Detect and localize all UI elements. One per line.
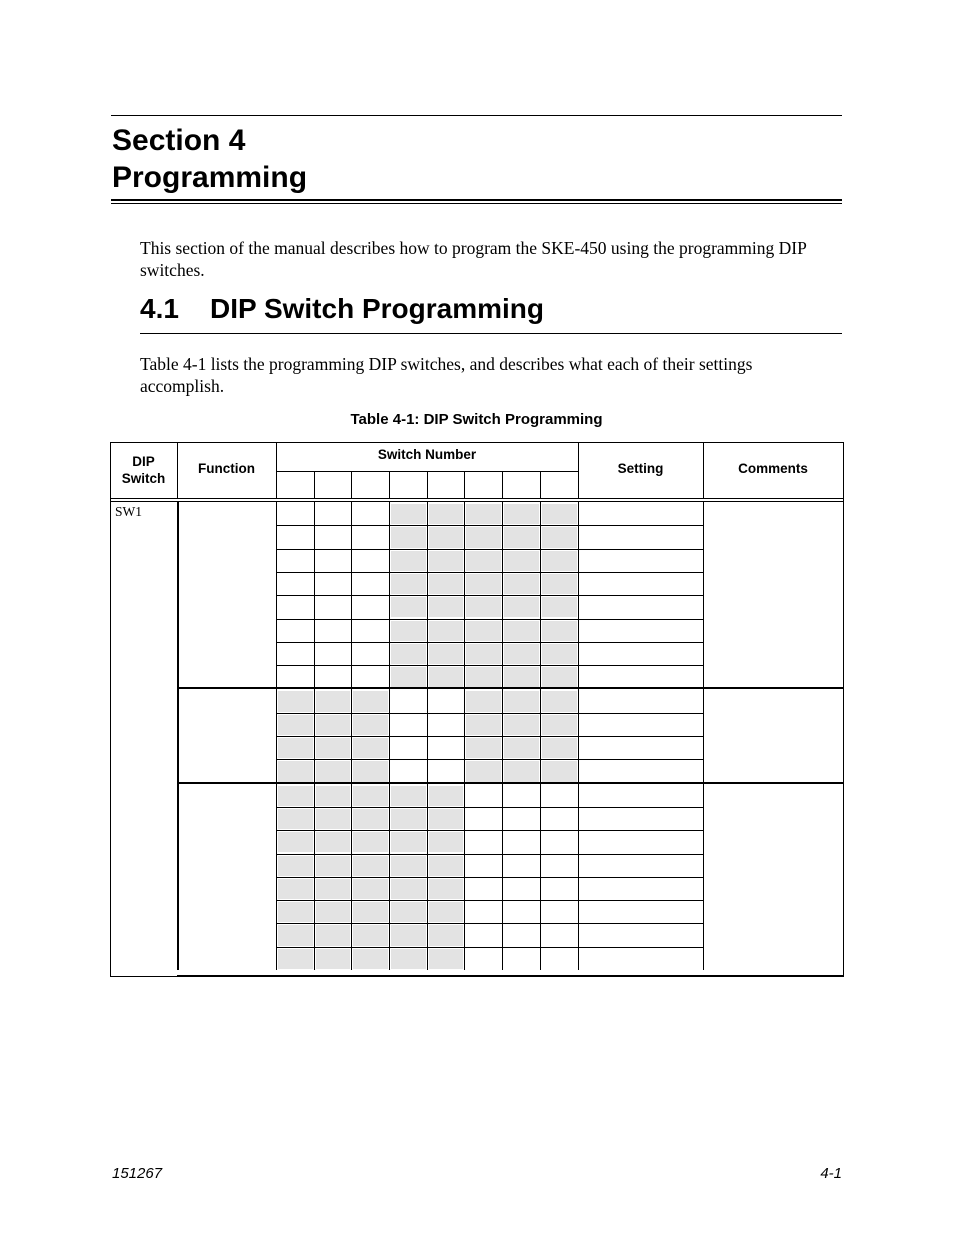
cell-divider xyxy=(464,689,465,782)
unused-switch-cell xyxy=(504,715,539,735)
unused-switch-cell xyxy=(353,856,388,876)
header-column-divider xyxy=(578,442,579,498)
unused-switch-cell xyxy=(353,809,388,829)
group-bottom-rule xyxy=(177,782,844,784)
function-divider xyxy=(177,784,179,970)
table-caption: Table 4-1: DIP Switch Programming xyxy=(350,411,603,428)
unused-switch-cell xyxy=(278,832,313,852)
row-rule xyxy=(276,830,703,831)
unused-switch-cell xyxy=(504,527,539,547)
row-rule xyxy=(276,923,703,924)
cell-divider xyxy=(389,784,390,970)
table-border-right xyxy=(843,442,844,977)
cell-divider xyxy=(351,784,352,970)
unused-switch-cell xyxy=(316,738,350,758)
unused-switch-cell xyxy=(429,902,463,922)
unused-switch-cell xyxy=(429,809,463,829)
unused-switch-cell xyxy=(429,504,463,524)
unused-switch-cell xyxy=(316,832,350,852)
unused-switch-cell xyxy=(391,551,426,571)
unused-switch-cell xyxy=(429,527,463,547)
cell-divider xyxy=(464,502,465,688)
subsection-rule xyxy=(140,333,842,334)
row-rule xyxy=(276,736,703,737)
unused-switch-cell xyxy=(466,761,501,781)
unused-switch-cell xyxy=(429,667,463,687)
cell-divider xyxy=(578,689,579,782)
unused-switch-cell xyxy=(504,621,539,641)
title-rule-thin xyxy=(111,203,842,204)
unused-switch-cell xyxy=(429,551,463,571)
row-rule xyxy=(276,572,703,573)
switch-number-divider xyxy=(502,471,503,498)
dip-switch-label: SW1 xyxy=(115,504,142,519)
unused-switch-cell xyxy=(466,574,501,594)
unused-switch-cell xyxy=(542,691,577,711)
unused-switch-cell xyxy=(391,902,426,922)
unused-switch-cell xyxy=(278,738,313,758)
page-number: 4-1 xyxy=(820,1165,842,1182)
unused-switch-cell xyxy=(542,597,577,617)
unused-switch-cell xyxy=(504,574,539,594)
unused-switch-cell xyxy=(504,738,539,758)
row-rule xyxy=(276,807,703,808)
header-column-divider xyxy=(177,442,178,498)
header-function: Function xyxy=(198,461,255,476)
section-title-line2: Programming xyxy=(112,161,308,194)
unused-switch-cell xyxy=(316,786,350,806)
unused-switch-cell xyxy=(353,691,388,711)
unused-switch-cell xyxy=(466,667,501,687)
row-rule xyxy=(276,619,703,620)
unused-switch-cell xyxy=(316,949,350,969)
unused-switch-cell xyxy=(504,504,539,524)
table-border-left xyxy=(110,442,111,977)
cell-divider xyxy=(314,689,315,782)
cell-divider xyxy=(276,502,277,688)
unused-switch-cell xyxy=(429,621,463,641)
unused-switch-cell xyxy=(429,786,463,806)
cell-divider xyxy=(389,689,390,782)
unused-switch-cell xyxy=(542,504,577,524)
row-rule xyxy=(276,877,703,878)
unused-switch-cell xyxy=(278,902,313,922)
unused-switch-cell xyxy=(353,925,388,945)
cell-divider xyxy=(276,784,277,970)
unused-switch-cell xyxy=(429,574,463,594)
unused-switch-cell xyxy=(391,856,426,876)
cell-divider xyxy=(703,784,704,970)
row-rule xyxy=(276,549,703,550)
row-rule xyxy=(276,642,703,643)
switch-number-divider xyxy=(540,471,541,498)
unused-switch-cell xyxy=(353,949,388,969)
cell-divider xyxy=(389,502,390,688)
unused-switch-cell xyxy=(278,786,313,806)
unused-switch-cell xyxy=(429,925,463,945)
unused-switch-cell xyxy=(542,574,577,594)
header-bottom-rule-2 xyxy=(110,501,844,502)
cell-divider xyxy=(540,689,541,782)
table-intro-paragraph: Table 4-1 lists the programming DIP switches, and describes what each of their settings accomplish. xyxy=(140,354,753,396)
unused-switch-cell xyxy=(542,715,577,735)
unused-switch-cell xyxy=(353,715,388,735)
unused-switch-cell xyxy=(466,527,501,547)
unused-switch-cell xyxy=(353,738,388,758)
unused-switch-cell xyxy=(278,925,313,945)
unused-switch-cell xyxy=(278,715,313,735)
row-rule xyxy=(276,713,703,714)
unused-switch-cell xyxy=(316,809,350,829)
unused-switch-cell xyxy=(278,761,313,781)
unused-switch-cell xyxy=(542,667,577,687)
row-rule xyxy=(276,525,703,526)
unused-switch-cell xyxy=(316,902,350,922)
unused-switch-cell xyxy=(466,597,501,617)
row-rule xyxy=(276,900,703,901)
section-title-line1: Section 4 xyxy=(112,124,246,157)
unused-switch-cell xyxy=(466,691,501,711)
header-setting: Setting xyxy=(617,461,664,476)
unused-switch-cell xyxy=(504,597,539,617)
header-comments: Comments xyxy=(738,461,808,476)
unused-switch-cell xyxy=(316,691,350,711)
unused-switch-cell xyxy=(391,832,426,852)
cell-divider xyxy=(314,784,315,970)
unused-switch-cell xyxy=(353,761,388,781)
table-bottom-rule xyxy=(177,975,844,977)
subsection-heading xyxy=(140,290,544,328)
unused-switch-cell xyxy=(466,551,501,571)
unused-switch-cell xyxy=(353,832,388,852)
unused-switch-cell xyxy=(466,715,501,735)
unused-switch-cell xyxy=(466,738,501,758)
switch-number-divider xyxy=(389,471,390,498)
cell-divider xyxy=(540,502,541,688)
unused-switch-cell xyxy=(504,667,539,687)
unused-switch-cell xyxy=(316,761,350,781)
unused-switch-cell xyxy=(391,667,426,687)
unused-switch-cell xyxy=(391,504,426,524)
switch-number-divider xyxy=(464,471,465,498)
cell-divider xyxy=(427,502,428,688)
row-rule xyxy=(276,595,703,596)
unused-switch-cell xyxy=(429,856,463,876)
unused-switch-cell xyxy=(391,879,426,899)
cell-divider xyxy=(427,689,428,782)
switch-number-divider xyxy=(427,471,428,498)
unused-switch-cell xyxy=(278,949,313,969)
header-switch-number: Switch Number xyxy=(377,447,477,462)
unused-switch-cell xyxy=(278,691,313,711)
row-rule xyxy=(276,947,703,948)
cell-divider xyxy=(314,502,315,688)
unused-switch-cell xyxy=(391,644,426,664)
cell-divider xyxy=(502,689,503,782)
row-rule xyxy=(276,665,703,666)
cell-divider xyxy=(502,502,503,688)
unused-switch-cell xyxy=(429,644,463,664)
unused-switch-cell xyxy=(391,949,426,969)
unused-switch-cell xyxy=(278,879,313,899)
top-rule xyxy=(111,115,842,116)
unused-switch-cell xyxy=(391,925,426,945)
unused-switch-cell xyxy=(504,691,539,711)
unused-switch-cell xyxy=(278,809,313,829)
unused-switch-cell xyxy=(391,574,426,594)
unused-switch-cell xyxy=(353,879,388,899)
switch-number-divider xyxy=(314,471,315,498)
cell-divider xyxy=(427,784,428,970)
unused-switch-cell xyxy=(316,856,350,876)
cell-divider xyxy=(703,689,704,782)
cell-divider xyxy=(578,784,579,970)
row-rule xyxy=(276,759,703,760)
switch-number-divider xyxy=(351,471,352,498)
header-column-divider xyxy=(703,442,704,498)
cell-divider xyxy=(703,502,704,688)
dip-switch-table xyxy=(110,442,844,977)
header-column-divider xyxy=(276,442,277,498)
unused-switch-cell xyxy=(429,832,463,852)
cell-divider xyxy=(276,689,277,782)
section-title xyxy=(112,122,307,196)
unused-switch-cell xyxy=(504,644,539,664)
unused-switch-cell xyxy=(391,786,426,806)
unused-switch-cell xyxy=(466,644,501,664)
function-divider xyxy=(177,502,179,688)
intro-paragraph: This section of the manual describes how to program the SKE-450 using the programming DIP switches. xyxy=(140,238,807,280)
title-rule-thick xyxy=(111,199,842,201)
cell-divider xyxy=(540,784,541,970)
unused-switch-cell xyxy=(542,644,577,664)
table-border-top xyxy=(110,442,844,443)
unused-switch-cell xyxy=(316,879,350,899)
unused-switch-cell xyxy=(316,715,350,735)
header-dip-switch: DIP Switch xyxy=(121,454,166,486)
unused-switch-cell xyxy=(429,949,463,969)
cell-divider xyxy=(351,502,352,688)
unused-switch-cell xyxy=(316,925,350,945)
cell-divider xyxy=(578,502,579,688)
table-border-bottom xyxy=(110,976,177,977)
unused-switch-cell xyxy=(353,902,388,922)
unused-switch-cell xyxy=(542,527,577,547)
unused-switch-cell xyxy=(504,551,539,571)
unused-switch-cell xyxy=(466,621,501,641)
cell-divider xyxy=(502,784,503,970)
group-bottom-rule xyxy=(177,687,844,689)
unused-switch-cell xyxy=(391,527,426,547)
unused-switch-cell xyxy=(391,597,426,617)
subsection-title: DIP Switch Programming xyxy=(210,293,544,324)
cell-divider xyxy=(464,784,465,970)
unused-switch-cell xyxy=(429,597,463,617)
unused-switch-cell xyxy=(542,761,577,781)
subsection-number: 4.1 xyxy=(140,293,179,324)
unused-switch-cell xyxy=(429,879,463,899)
row-rule xyxy=(276,854,703,855)
unused-switch-cell xyxy=(542,738,577,758)
unused-switch-cell xyxy=(504,761,539,781)
unused-switch-cell xyxy=(466,504,501,524)
function-divider xyxy=(177,689,179,782)
unused-switch-cell xyxy=(391,809,426,829)
unused-switch-cell xyxy=(278,856,313,876)
header-bottom-rule xyxy=(110,498,844,499)
unused-switch-cell xyxy=(542,551,577,571)
unused-switch-cell xyxy=(353,786,388,806)
unused-switch-cell xyxy=(391,621,426,641)
doc-number: 151267 xyxy=(112,1165,163,1182)
cell-divider xyxy=(351,689,352,782)
unused-switch-cell xyxy=(542,621,577,641)
